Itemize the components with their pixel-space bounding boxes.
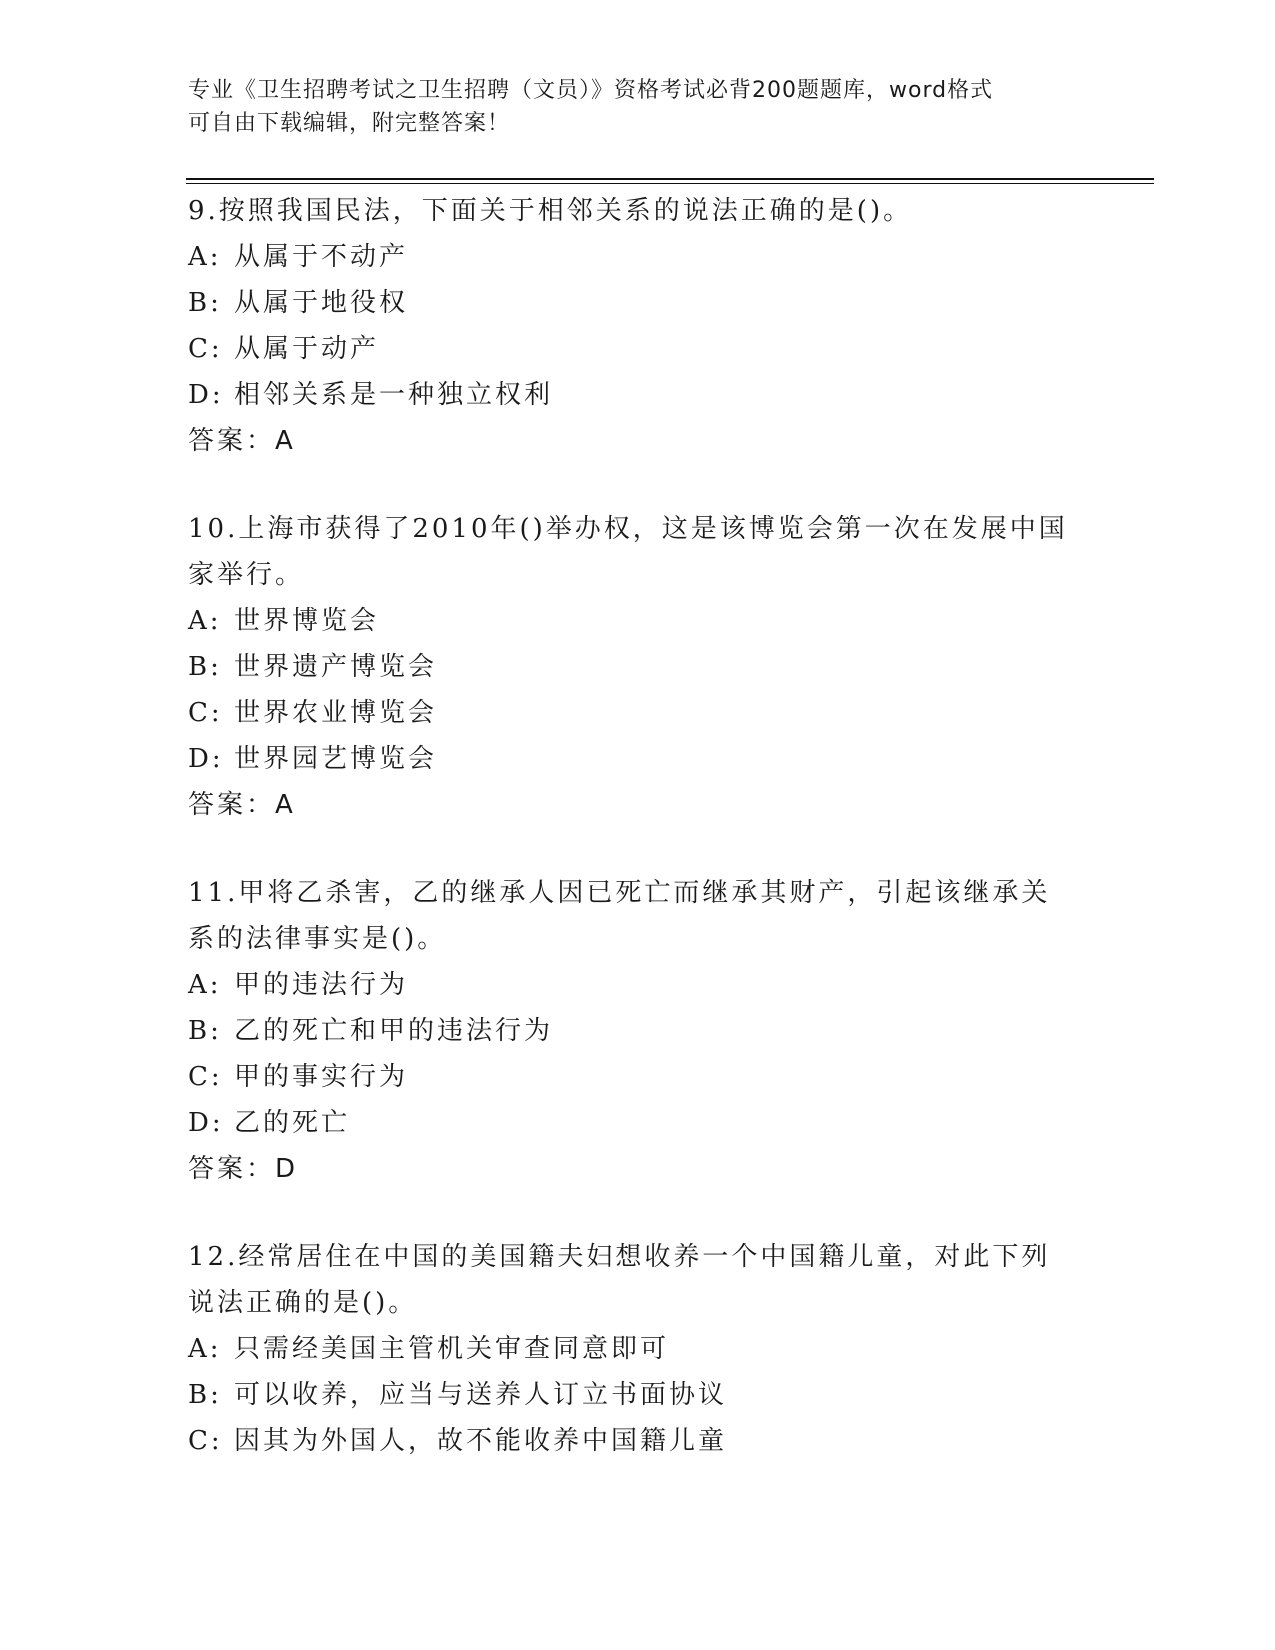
option-key: B:	[188, 1380, 222, 1410]
option-text: 乙的死亡和甲的违法行为	[234, 1016, 554, 1046]
option-text: 从属于动产	[234, 334, 380, 364]
answer-option	[188, 598, 1068, 644]
option-text: 从属于地役权	[234, 288, 409, 318]
option-key: C:	[188, 1426, 223, 1456]
question-text: 11.甲将乙杀害，乙的继承人因已死亡而继承其财产，引起该继承关系的法律事实是()。	[188, 878, 1051, 954]
option-text: 因其为外国人，故不能收养中国籍儿童	[234, 1426, 728, 1456]
option-text: 世界博览会	[234, 606, 380, 636]
answer-option	[188, 1054, 1068, 1100]
option-key: B:	[188, 288, 222, 318]
question-block	[188, 506, 1068, 828]
option-text: 只需经美国主管机关审查同意即可	[234, 1334, 670, 1364]
answer-option	[188, 1418, 1068, 1464]
question-block	[188, 188, 1068, 464]
header-rule-thin	[186, 183, 1154, 184]
answer-option	[188, 736, 1068, 782]
question-block	[188, 1234, 1068, 1464]
option-key: B:	[188, 1016, 222, 1046]
option-key: A:	[188, 606, 222, 636]
option-text: 世界遗产博览会	[234, 652, 438, 682]
option-key: D:	[188, 1108, 224, 1138]
answer-option	[188, 644, 1068, 690]
option-text: 可以收养，应当与送养人订立书面协议	[234, 1380, 728, 1410]
answer-option	[188, 326, 1068, 372]
answer-option	[188, 1008, 1068, 1054]
option-key: C:	[188, 698, 223, 728]
answer-option	[188, 372, 1068, 418]
option-key: A:	[188, 970, 222, 1000]
header-line-2: 可自由下载编辑，附完整答案！	[188, 111, 511, 136]
answer-line: 答案：A	[188, 790, 296, 820]
option-key: A:	[188, 242, 222, 272]
option-key: B:	[188, 652, 222, 682]
option-key: D:	[188, 744, 224, 774]
answer-option	[188, 280, 1068, 326]
option-text: 甲的事实行为	[234, 1062, 409, 1092]
answer-option	[188, 1326, 1068, 1372]
option-key: A:	[188, 1334, 222, 1364]
option-text: 从属于不动产	[234, 242, 409, 272]
header-rule-thick	[186, 178, 1154, 180]
document-header	[188, 74, 1088, 140]
option-key: D:	[188, 380, 224, 410]
question-text: 10.上海市获得了2010年()举办权，这是该博览会第一次在发展中国家举行。	[188, 514, 1068, 590]
option-text: 甲的违法行为	[234, 970, 409, 1000]
option-key: C:	[188, 1062, 223, 1092]
answer-line: 答案：A	[188, 426, 296, 456]
answer-option	[188, 690, 1068, 736]
option-text: 世界农业博览会	[234, 698, 438, 728]
answer-option	[188, 1100, 1068, 1146]
answer-option	[188, 234, 1068, 280]
option-text: 乙的死亡	[234, 1108, 351, 1138]
question-block	[188, 870, 1068, 1192]
question-list	[188, 188, 1068, 1506]
option-text: 世界园艺博览会	[234, 744, 438, 774]
answer-option	[188, 962, 1068, 1008]
answer-line: 答案：D	[188, 1154, 299, 1184]
option-key: C:	[188, 334, 223, 364]
header-line-1: 专业《卫生招聘考试之卫生招聘（文员）》资格考试必背200题题库，word格式	[188, 78, 994, 103]
question-text: 9.按照我国民法，下面关于相邻关系的说法正确的是()。	[188, 196, 913, 226]
question-text: 12.经常居住在中国的美国籍夫妇想收养一个中国籍儿童，对此下列说法正确的是()。	[188, 1242, 1051, 1318]
option-text: 相邻关系是一种独立权利	[234, 380, 554, 410]
answer-option	[188, 1372, 1068, 1418]
